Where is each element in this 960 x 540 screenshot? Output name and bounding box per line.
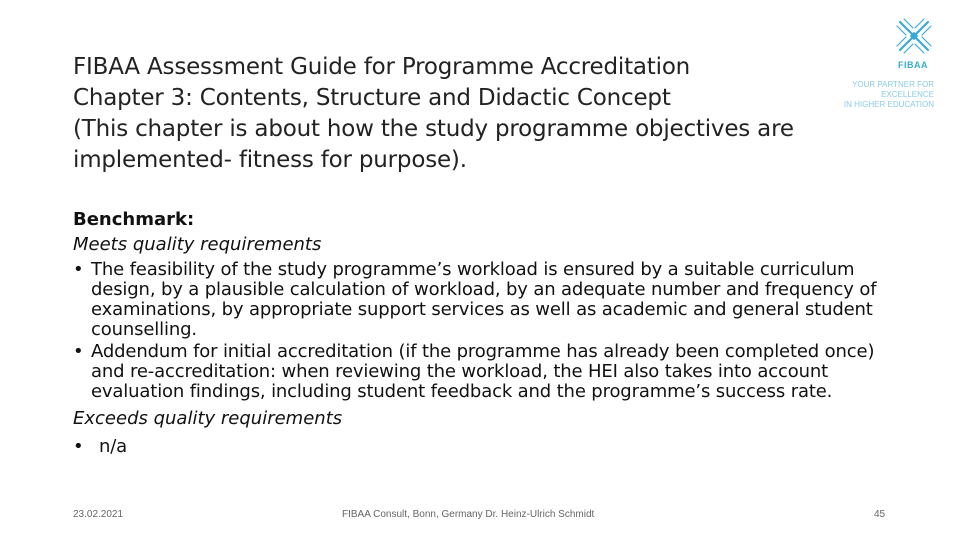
footer-text: FIBAA Consult, Bonn, Germany Dr. Heinz-Ulrich Schmidt <box>342 509 595 520</box>
bullet-text: Addendum for initial accreditation (if the programme has already been completed once) and re-accreditation: when reviewing the workload, the HEI also takes into account evaluation findings, including student feedback and the programme’s success rate. <box>91 341 875 402</box>
list-item <box>73 434 903 459</box>
title-line-1: FIBAA Assessment Guide for Programme Accreditation <box>73 54 691 80</box>
list-item <box>73 260 903 340</box>
bullet-text: The feasibility of the study programme’s workload is ensured by a suitable curriculum design, by a plausible calculation of workload, by an adequate number and frequency of examinations, by appropriate support services as well as academic and general student counselling. <box>91 259 877 340</box>
bullet-icon: • <box>73 341 84 362</box>
bullet-icon: • <box>73 436 84 457</box>
logo-name: FIBAA <box>898 60 928 70</box>
logo-tagline-1: YOUR PARTNER FOR EXCELLENCE <box>852 80 934 99</box>
title-line-4: implemented- fitness for purpose). <box>73 147 467 173</box>
fibaa-logo-mark-icon <box>892 14 936 58</box>
bullet-text: n/a <box>99 436 128 457</box>
slide-title <box>73 52 793 176</box>
bullet-icon: • <box>73 259 84 280</box>
title-line-3: (This chapter is about how the study programme objectives are <box>73 116 794 142</box>
benchmark-heading: Benchmark: <box>73 209 195 230</box>
list-item <box>73 342 903 402</box>
logo-tagline-2: IN HIGHER EDUCATION <box>843 100 934 109</box>
logo-tagline <box>812 80 934 110</box>
slide-body <box>73 207 903 459</box>
title-line-2: Chapter 3: Contents, Structure and Didactic Concept <box>73 85 671 111</box>
exceeds-requirements-heading: Exceeds quality requirements <box>73 408 343 429</box>
meets-requirements-heading: Meets quality requirements <box>73 234 322 255</box>
footer-date: 23.02.2021 <box>73 509 124 520</box>
page-number: 45 <box>874 509 886 520</box>
